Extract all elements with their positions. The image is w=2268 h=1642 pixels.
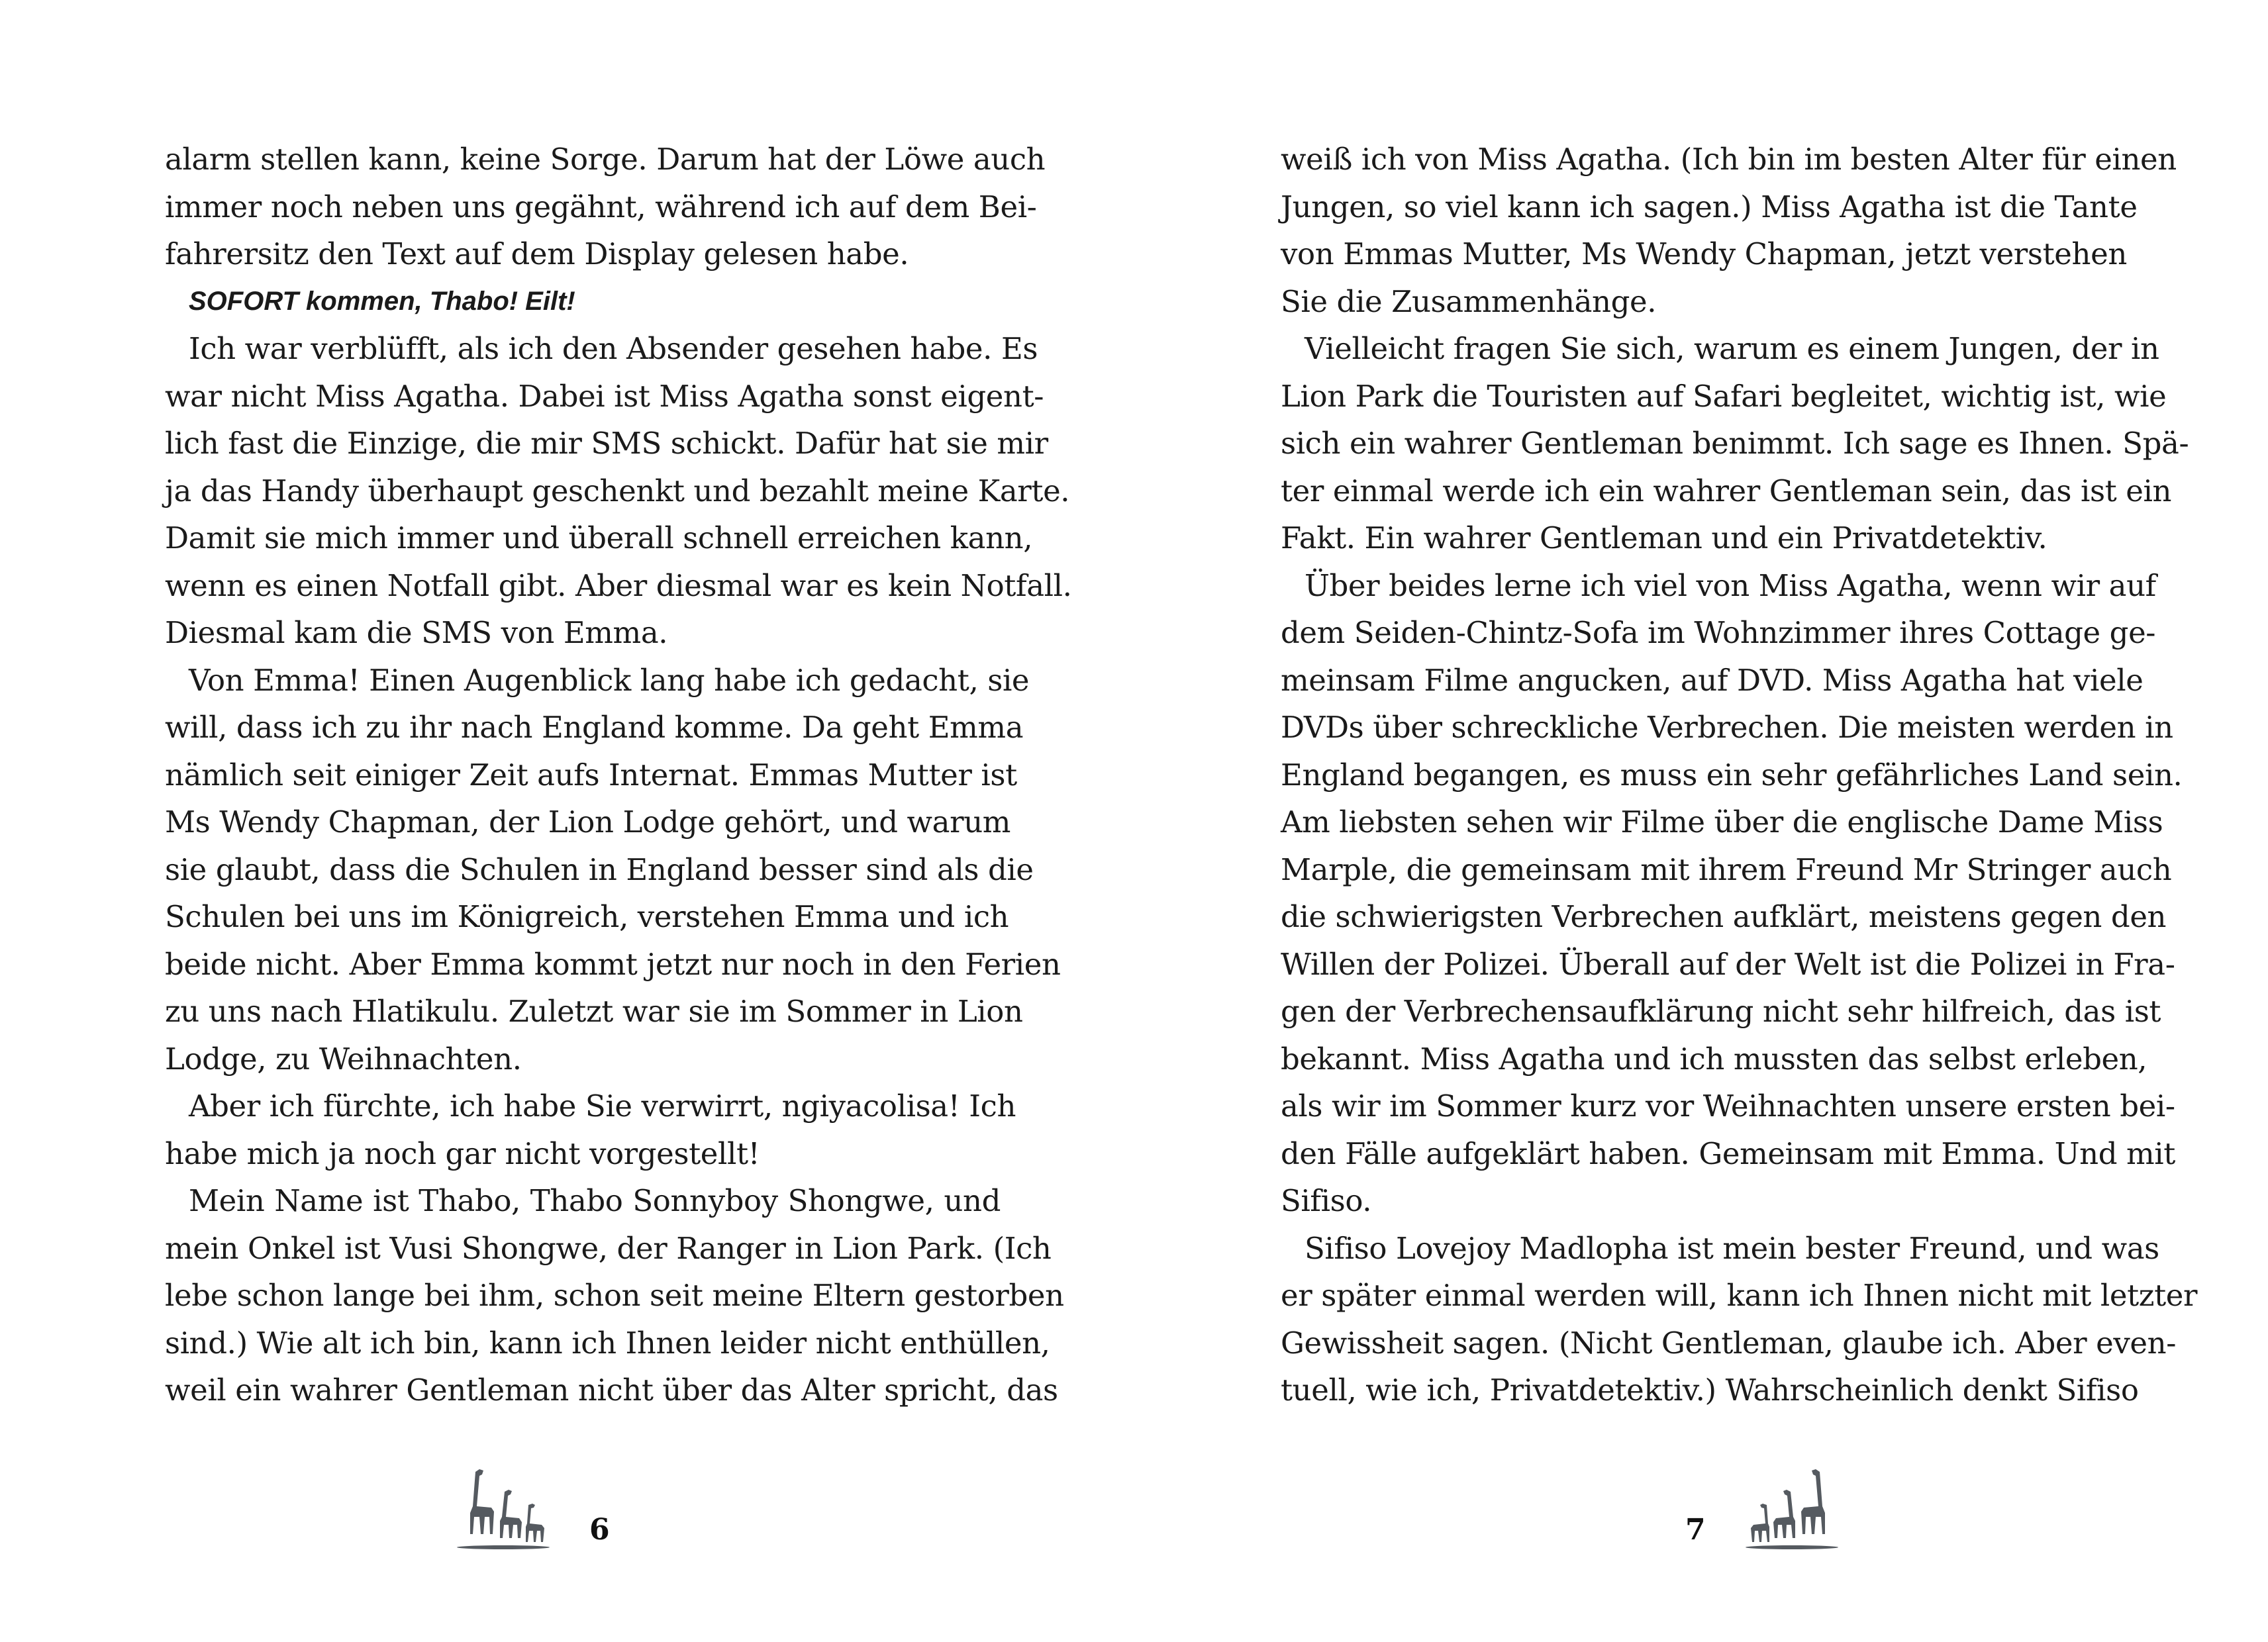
text-line: will, dass ich zu ihr nach England komme. Da geht Emma xyxy=(165,710,1024,745)
text-line: Sifiso Lovejoy Madlopha ist mein bester Freund, und was xyxy=(1305,1230,2159,1266)
text-line: Sifiso. xyxy=(1281,1183,1372,1218)
text-line: Diesmal kam die SMS von Emma. xyxy=(165,615,668,650)
text-line: meinsam Filme angucken, auf DVD. Miss Agatha hat viele xyxy=(1281,662,2144,698)
text-line: ja das Handy überhaupt geschenkt und bezahlt meine Karte. xyxy=(165,473,1070,508)
text-line: Fakt. Ein wahrer Gentleman und ein Privatdetektiv. xyxy=(1281,520,2047,555)
text-line: fahrersitz den Text auf dem Display gelesen habe. xyxy=(165,236,909,271)
page-number: 6 xyxy=(589,1513,610,1547)
right-page-text xyxy=(1281,136,2198,1414)
right-page xyxy=(1281,136,2198,1414)
text-line: zu uns nach Hlatikulu. Zuletzt war sie im Sommer in Lion xyxy=(165,994,1023,1029)
text-line: weiß ich von Miss Agatha. (Ich bin im besten Alter für einen xyxy=(1281,142,2177,177)
text-line: ter einmal werde ich ein wahrer Gentleman sein, das ist ein xyxy=(1281,473,2172,508)
text-line: Ms Wendy Chapman, der Lion Lodge gehört, und warum xyxy=(165,804,1011,840)
text-line: Gewissheit sagen. (Nicht Gentleman, glaube ich. Aber even- xyxy=(1281,1325,2177,1361)
text-line: den Fälle aufgeklärt haben. Gemeinsam mit Emma. Und mit xyxy=(1281,1135,2175,1171)
text-line: Schulen bei uns im Königreich, verstehen Emma und ich xyxy=(165,899,1009,934)
text-line: DVDs über schreckliche Verbrechen. Die meisten werden in xyxy=(1281,710,2173,745)
text-line: Vielleicht fragen Sie sich, warum es einem Jungen, der in xyxy=(1305,331,2159,366)
text-line: Von Emma! Einen Augenblick lang habe ich gedacht, sie xyxy=(189,662,1030,698)
text-line: Am liebsten sehen wir Filme über die englische Dame Miss xyxy=(1281,804,2163,840)
text-line: Lodge, zu Weihnachten. xyxy=(165,1041,522,1077)
text-line: Jungen, so viel kann ich sagen.) Miss Agatha ist die Tante xyxy=(1281,189,2138,224)
text-line: lich fast die Einzige, die mir SMS schickt. Dafür hat sie mir xyxy=(165,426,1048,461)
right-page-footer xyxy=(1685,1460,1845,1553)
text-line: immer noch neben uns gegähnt, während ich auf dem Bei- xyxy=(165,189,1037,224)
giraffes-icon xyxy=(450,1460,556,1553)
text-line: habe mich ja noch gar nicht vorgestellt! xyxy=(165,1135,760,1171)
text-line: Sie die Zusammenhänge. xyxy=(1281,283,1657,319)
text-line: Willen der Polizei. Überall auf der Welt ist die Polizei in Fra- xyxy=(1281,946,2175,982)
text-line: Marple, die gemeinsam mit ihrem Freund Mr Stringer auch xyxy=(1281,851,2172,887)
text-line: gen der Verbrechensaufklärung nicht sehr hilfreich, das ist xyxy=(1281,994,2161,1029)
left-page-footer xyxy=(450,1460,610,1553)
text-line: mein Onkel ist Vusi Shongwe, der Ranger in Lion Park. (Ich xyxy=(165,1230,1052,1266)
text-line: sich ein wahrer Gentleman benimmt. Ich sage es Ihnen. Spä- xyxy=(1281,426,2189,461)
left-page xyxy=(165,136,1072,1414)
page-number: 7 xyxy=(1685,1513,1706,1547)
text-line: dem Seiden-Chintz-Sofa im Wohnzimmer ihres Cottage ge- xyxy=(1281,615,2156,650)
text-line: bekannt. Miss Agatha und ich mussten das selbst erleben, xyxy=(1281,1041,2147,1077)
sms-message-line: SOFORT kommen, Thabo! Eilt! xyxy=(189,286,575,316)
text-line: alarm stellen kann, keine Sorge. Darum hat der Löwe auch xyxy=(165,142,1046,177)
text-line: er später einmal werden will, kann ich Ihnen nicht mit letzter xyxy=(1281,1278,2198,1313)
text-line: Lion Park die Touristen auf Safari begleitet, wichtig ist, wie xyxy=(1281,378,2167,414)
text-line: tuell, wie ich, Privatdetektiv.) Wahrscheinlich denkt Sifiso xyxy=(1281,1373,2139,1408)
text-line: Mein Name ist Thabo, Thabo Sonnyboy Shongwe, und xyxy=(189,1183,1001,1218)
text-line: England begangen, es muss ein sehr gefährliches Land sein. xyxy=(1281,757,2183,793)
left-page-text xyxy=(165,136,1072,1414)
text-line: sie glaubt, dass die Schulen in England besser sind als die xyxy=(165,851,1034,887)
text-line: lebe schon lange bei ihm, schon seit meine Eltern gestorben xyxy=(165,1278,1064,1313)
text-line: Ich war verblüfft, als ich den Absender gesehen habe. Es xyxy=(189,331,1038,366)
giraffes-icon xyxy=(1739,1460,1845,1553)
text-line: als wir im Sommer kurz vor Weihnachten unsere ersten bei- xyxy=(1281,1088,2175,1124)
text-line: von Emmas Mutter, Ms Wendy Chapman, jetzt verstehen xyxy=(1281,236,2127,271)
text-line: wenn es einen Notfall gibt. Aber diesmal war es kein Notfall. xyxy=(165,567,1072,603)
text-line: die schwierigsten Verbrechen aufklärt, meistens gegen den xyxy=(1281,899,2167,934)
text-line: sind.) Wie alt ich bin, kann ich Ihnen leider nicht enthüllen, xyxy=(165,1325,1050,1361)
text-line: Über beides lerne ich viel von Miss Agatha, wenn wir auf xyxy=(1305,567,2156,603)
text-line: beide nicht. Aber Emma kommt jetzt nur noch in den Ferien xyxy=(165,946,1061,982)
text-line: weil ein wahrer Gentleman nicht über das Alter spricht, das xyxy=(165,1373,1058,1408)
text-line: Damit sie mich immer und überall schnell erreichen kann, xyxy=(165,520,1033,555)
text-line: war nicht Miss Agatha. Dabei ist Miss Agatha sonst eigent- xyxy=(165,378,1044,414)
text-line: Aber ich fürchte, ich habe Sie verwirrt, ngiyacolisa! Ich xyxy=(189,1088,1016,1124)
text-line: nämlich seit einiger Zeit aufs Internat. Emmas Mutter ist xyxy=(165,757,1017,793)
